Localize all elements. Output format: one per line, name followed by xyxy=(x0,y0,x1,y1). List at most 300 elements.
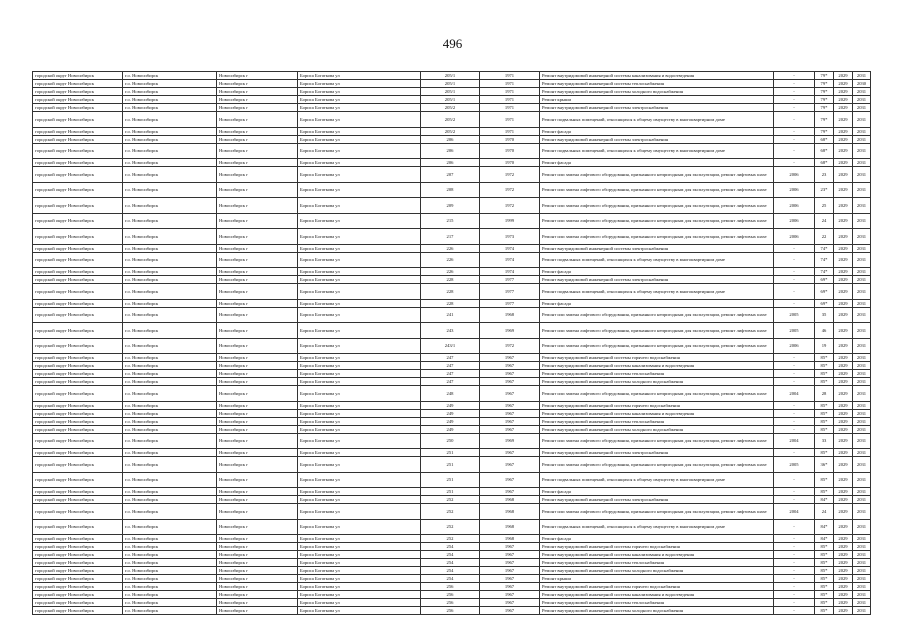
okrug-cell: городской округ Новосибирск xyxy=(33,417,123,425)
planned-start-cell: 2029 xyxy=(834,433,853,449)
year-cell: 1972 xyxy=(480,198,540,214)
year-cell: 1967 xyxy=(480,457,540,473)
last-repair-year-cell: - xyxy=(774,88,815,96)
house-cell: 226 xyxy=(421,244,480,252)
table-row xyxy=(33,80,871,88)
work-type-cell: Ремонт внутридомовой инженерной системы электроснабжения xyxy=(540,104,774,112)
period-cell: 85* xyxy=(815,401,834,409)
city-cell: Новосибирск г xyxy=(217,104,298,112)
last-repair-year-cell: - xyxy=(774,127,815,135)
period-cell: 85* xyxy=(815,488,834,496)
last-repair-year-cell: - xyxy=(774,244,815,252)
table-row xyxy=(33,244,871,252)
city-cell: Новосибирск г xyxy=(217,519,298,535)
planned-end-cell: 2031 xyxy=(853,567,871,575)
last-repair-year-cell: - xyxy=(774,409,815,417)
planned-end-cell: 2031 xyxy=(853,472,871,488)
last-repair-year-cell: 2006 xyxy=(774,182,815,198)
period-cell: 79* xyxy=(815,127,834,135)
street-cell: Бориса Богаткова ул xyxy=(298,488,421,496)
house-cell: 254 xyxy=(421,551,480,559)
table-row xyxy=(33,551,871,559)
planned-end-cell: 2031 xyxy=(853,213,871,229)
street-cell: Бориса Богаткова ул xyxy=(298,307,421,323)
okrug-cell: городской округ Новосибирск xyxy=(33,607,123,615)
planned-start-cell: 2029 xyxy=(834,449,853,457)
city-cell: Новосибирск г xyxy=(217,268,298,276)
planned-start-cell: 2029 xyxy=(834,496,853,504)
year-cell: 1971 xyxy=(480,96,540,104)
planned-end-cell: 2031 xyxy=(853,354,871,362)
settlement-cell: г.о. Новосибирск xyxy=(123,583,217,591)
okrug-cell: городской округ Новосибирск xyxy=(33,284,123,300)
house-cell: 205/1 xyxy=(421,80,480,88)
work-type-cell: Ремонт подвальных помещений, относящихся к общему имуществу в многоквартирном доме xyxy=(540,519,774,535)
okrug-cell: городской округ Новосибирск xyxy=(33,276,123,284)
year-cell: 1967 xyxy=(480,591,540,599)
settlement-cell: г.о. Новосибирск xyxy=(123,378,217,386)
table-row xyxy=(33,229,871,245)
house-cell: 205/2 xyxy=(421,112,480,128)
okrug-cell: городской округ Новосибирск xyxy=(33,370,123,378)
last-repair-year-cell: - xyxy=(774,276,815,284)
house-cell: 251 xyxy=(421,449,480,457)
city-cell: Новосибирск г xyxy=(217,354,298,362)
period-cell: 46 xyxy=(815,323,834,339)
okrug-cell: городской округ Новосибирск xyxy=(33,72,123,80)
work-type-cell: Ремонт внутридомовой инженерной системы холодного водоснабжения xyxy=(540,425,774,433)
planned-start-cell: 2029 xyxy=(834,425,853,433)
period-cell: 85* xyxy=(815,599,834,607)
street-cell: Бориса Богаткова ул xyxy=(298,607,421,615)
last-repair-year-cell: - xyxy=(774,425,815,433)
work-type-cell: Ремонт внутридомовой инженерной системы холодного водоснабжения xyxy=(540,607,774,615)
last-repair-year-cell: - xyxy=(774,575,815,583)
period-cell: 85* xyxy=(815,559,834,567)
planned-start-cell: 2029 xyxy=(834,583,853,591)
okrug-cell: городской округ Новосибирск xyxy=(33,386,123,402)
house-cell: 256 xyxy=(421,583,480,591)
okrug-cell: городской округ Новосибирск xyxy=(33,401,123,409)
year-cell: 1967 xyxy=(480,386,540,402)
street-cell: Бориса Богаткова ул xyxy=(298,182,421,198)
planned-start-cell: 2029 xyxy=(834,567,853,575)
planned-start-cell: 2029 xyxy=(834,143,853,159)
planned-start-cell: 2029 xyxy=(834,299,853,307)
period-cell: 85* xyxy=(815,354,834,362)
planned-end-cell: 2031 xyxy=(853,488,871,496)
table-body xyxy=(33,72,871,615)
street-cell: Бориса Богаткова ул xyxy=(298,268,421,276)
street-cell: Бориса Богаткова ул xyxy=(298,135,421,143)
settlement-cell: г.о. Новосибирск xyxy=(123,284,217,300)
planned-start-cell: 2029 xyxy=(834,323,853,339)
last-repair-year-cell: - xyxy=(774,559,815,567)
house-cell: 249 xyxy=(421,417,480,425)
house-cell: 226 xyxy=(421,252,480,268)
settlement-cell: г.о. Новосибирск xyxy=(123,457,217,473)
year-cell: 1970 xyxy=(480,143,540,159)
planned-end-cell: 2031 xyxy=(853,457,871,473)
planned-start-cell: 2029 xyxy=(834,104,853,112)
work-type-cell: Ремонт подвальных помещений, относящихся к общему имуществу в многоквартирном доме xyxy=(540,284,774,300)
settlement-cell: г.о. Новосибирск xyxy=(123,299,217,307)
okrug-cell: городской округ Новосибирск xyxy=(33,591,123,599)
planned-end-cell: 2031 xyxy=(853,135,871,143)
house-cell: 254 xyxy=(421,567,480,575)
work-type-cell: Ремонт или замена лифтового оборудования, признанного непригодным для эксплуатации, ремонт лифтовых шахт xyxy=(540,229,774,245)
work-type-cell: Ремонт или замена лифтового оборудования, признанного непригодным для эксплуатации, ремонт лифтовых шахт xyxy=(540,307,774,323)
period-cell: 84* xyxy=(815,535,834,543)
work-type-cell: Ремонт подвальных помещений, относящихся к общему имуществу в многоквартирном доме xyxy=(540,143,774,159)
house-cell: 249 xyxy=(421,409,480,417)
house-cell: 251 xyxy=(421,488,480,496)
table-row xyxy=(33,88,871,96)
street-cell: Бориса Богаткова ул xyxy=(298,112,421,128)
last-repair-year-cell: - xyxy=(774,143,815,159)
table-row xyxy=(33,167,871,183)
work-type-cell: Ремонт внутридомовой инженерной системы холодного водоснабжения xyxy=(540,378,774,386)
house-cell: 251 xyxy=(421,472,480,488)
table-row xyxy=(33,386,871,402)
street-cell: Бориса Богаткова ул xyxy=(298,409,421,417)
table-row xyxy=(33,276,871,284)
year-cell: 1968 xyxy=(480,519,540,535)
table-row xyxy=(33,504,871,520)
work-type-cell: Ремонт или замена лифтового оборудования, признанного непригодным для эксплуатации, ремонт лифтовых шахт xyxy=(540,213,774,229)
house-cell: 254 xyxy=(421,543,480,551)
planned-end-cell: 2031 xyxy=(853,449,871,457)
work-type-cell: Ремонт фасада xyxy=(540,488,774,496)
period-cell: 74* xyxy=(815,244,834,252)
period-cell: 79* xyxy=(815,104,834,112)
planned-end-cell: 2031 xyxy=(853,96,871,104)
house-cell: 205/2 xyxy=(421,127,480,135)
table-row xyxy=(33,449,871,457)
okrug-cell: городской округ Новосибирск xyxy=(33,244,123,252)
city-cell: Новосибирск г xyxy=(217,575,298,583)
year-cell: 1968 xyxy=(480,496,540,504)
last-repair-year-cell: 2006 xyxy=(774,229,815,245)
planned-start-cell: 2029 xyxy=(834,457,853,473)
year-cell: 1999 xyxy=(480,213,540,229)
okrug-cell: городской округ Новосибирск xyxy=(33,252,123,268)
year-cell: 1972 xyxy=(480,167,540,183)
city-cell: Новосибирск г xyxy=(217,135,298,143)
street-cell: Бориса Богаткова ул xyxy=(298,104,421,112)
street-cell: Бориса Богаткова ул xyxy=(298,401,421,409)
work-type-cell: Ремонт внутридомовой инженерной системы канализования и водоотведения xyxy=(540,551,774,559)
planned-end-cell: 2031 xyxy=(853,72,871,80)
okrug-cell: городской округ Новосибирск xyxy=(33,354,123,362)
period-cell: 24 xyxy=(815,213,834,229)
city-cell: Новосибирск г xyxy=(217,338,298,354)
table-row xyxy=(33,338,871,354)
table-row xyxy=(33,488,871,496)
okrug-cell: городской округ Новосибирск xyxy=(33,457,123,473)
okrug-cell: городской округ Новосибирск xyxy=(33,229,123,245)
work-type-cell: Ремонт внутридомовой инженерной системы холодного водоснабжения xyxy=(540,567,774,575)
okrug-cell: городской округ Новосибирск xyxy=(33,378,123,386)
house-cell: 205/1 xyxy=(421,96,480,104)
planned-start-cell: 2029 xyxy=(834,401,853,409)
city-cell: Новосибирск г xyxy=(217,409,298,417)
okrug-cell: городской округ Новосибирск xyxy=(33,567,123,575)
last-repair-year-cell: 2004 xyxy=(774,386,815,402)
table-row xyxy=(33,607,871,615)
period-cell: 79* xyxy=(815,112,834,128)
okrug-cell: городской округ Новосибирск xyxy=(33,112,123,128)
table-row xyxy=(33,362,871,370)
last-repair-year-cell: - xyxy=(774,535,815,543)
planned-start-cell: 2029 xyxy=(834,559,853,567)
work-type-cell: Ремонт внутридомовой инженерной системы теплоснабжения xyxy=(540,599,774,607)
house-cell: 207 xyxy=(421,167,480,183)
page-number: 496 xyxy=(442,36,463,51)
year-cell: 1968 xyxy=(480,535,540,543)
settlement-cell: г.о. Новосибирск xyxy=(123,401,217,409)
okrug-cell: городской округ Новосибирск xyxy=(33,135,123,143)
planned-end-cell: 2031 xyxy=(853,378,871,386)
table-row xyxy=(33,104,871,112)
planned-end-cell: 2031 xyxy=(853,543,871,551)
last-repair-year-cell: - xyxy=(774,496,815,504)
okrug-cell: городской округ Новосибирск xyxy=(33,213,123,229)
street-cell: Бориса Богаткова ул xyxy=(298,88,421,96)
period-cell: 85* xyxy=(815,417,834,425)
table-row xyxy=(33,135,871,143)
settlement-cell: г.о. Новосибирск xyxy=(123,551,217,559)
year-cell: 1972 xyxy=(480,338,540,354)
okrug-cell: городской округ Новосибирск xyxy=(33,504,123,520)
settlement-cell: г.о. Новосибирск xyxy=(123,409,217,417)
capital-repair-table xyxy=(32,71,871,615)
table-row xyxy=(33,307,871,323)
planned-end-cell: 2031 xyxy=(853,583,871,591)
last-repair-year-cell: - xyxy=(774,135,815,143)
city-cell: Новосибирск г xyxy=(217,433,298,449)
work-type-cell: Ремонт крыши xyxy=(540,575,774,583)
street-cell: Бориса Богаткова ул xyxy=(298,198,421,214)
okrug-cell: городской округ Новосибирск xyxy=(33,182,123,198)
period-cell: 79* xyxy=(815,80,834,88)
street-cell: Бориса Богаткова ул xyxy=(298,127,421,135)
street-cell: Бориса Богаткова ул xyxy=(298,284,421,300)
settlement-cell: г.о. Новосибирск xyxy=(123,244,217,252)
settlement-cell: г.о. Новосибирск xyxy=(123,252,217,268)
city-cell: Новосибирск г xyxy=(217,535,298,543)
year-cell: 1969 xyxy=(480,433,540,449)
work-type-cell: Ремонт подвальных помещений, относящихся к общему имуществу в многоквартирном доме xyxy=(540,472,774,488)
period-cell: 85* xyxy=(815,370,834,378)
year-cell: 1967 xyxy=(480,417,540,425)
city-cell: Новосибирск г xyxy=(217,599,298,607)
last-repair-year-cell: - xyxy=(774,362,815,370)
house-cell: 205/1 xyxy=(421,72,480,80)
settlement-cell: г.о. Новосибирск xyxy=(123,425,217,433)
last-repair-year-cell: 2006 xyxy=(774,213,815,229)
planned-end-cell: 2031 xyxy=(853,244,871,252)
work-type-cell: Ремонт или замена лифтового оборудования, признанного непригодным для эксплуатации, ремонт лифтовых шахт xyxy=(540,433,774,449)
table-row xyxy=(33,433,871,449)
city-cell: Новосибирск г xyxy=(217,362,298,370)
table-row xyxy=(33,182,871,198)
okrug-cell: городской округ Новосибирск xyxy=(33,96,123,104)
table-row xyxy=(33,535,871,543)
settlement-cell: г.о. Новосибирск xyxy=(123,417,217,425)
city-cell: Новосибирск г xyxy=(217,80,298,88)
okrug-cell: городской округ Новосибирск xyxy=(33,543,123,551)
city-cell: Новосибирск г xyxy=(217,143,298,159)
table-row xyxy=(33,96,871,104)
street-cell: Бориса Богаткова ул xyxy=(298,519,421,535)
city-cell: Новосибирск г xyxy=(217,472,298,488)
planned-end-cell: 2031 xyxy=(853,362,871,370)
planned-start-cell: 2029 xyxy=(834,543,853,551)
city-cell: Новосибирск г xyxy=(217,504,298,520)
period-cell: 79* xyxy=(815,96,834,104)
planned-end-cell: 2031 xyxy=(853,182,871,198)
period-cell: 35 xyxy=(815,307,834,323)
okrug-cell: городской округ Новосибирск xyxy=(33,88,123,96)
house-cell: 256 xyxy=(421,607,480,615)
period-cell: 28 xyxy=(815,386,834,402)
planned-start-cell: 2029 xyxy=(834,96,853,104)
planned-start-cell: 2029 xyxy=(834,378,853,386)
settlement-cell: г.о. Новосибирск xyxy=(123,307,217,323)
settlement-cell: г.о. Новосибирск xyxy=(123,575,217,583)
work-type-cell: Ремонт внутридомовой инженерной системы канализования и водоотведения xyxy=(540,362,774,370)
city-cell: Новосибирск г xyxy=(217,607,298,615)
year-cell: 1967 xyxy=(480,472,540,488)
house-cell: 247 xyxy=(421,370,480,378)
house-cell: 252 xyxy=(421,519,480,535)
period-cell: 85* xyxy=(815,607,834,615)
street-cell: Бориса Богаткова ул xyxy=(298,167,421,183)
city-cell: Новосибирск г xyxy=(217,213,298,229)
year-cell: 1967 xyxy=(480,401,540,409)
settlement-cell: г.о. Новосибирск xyxy=(123,591,217,599)
street-cell: Бориса Богаткова ул xyxy=(298,276,421,284)
work-type-cell: Ремонт внутридомовой инженерной системы холодного водоснабжения xyxy=(540,88,774,96)
street-cell: Бориса Богаткова ул xyxy=(298,96,421,104)
last-repair-year-cell: - xyxy=(774,472,815,488)
okrug-cell: городской округ Новосибирск xyxy=(33,198,123,214)
work-type-cell: Ремонт внутридомовой инженерной системы электроснабжения xyxy=(540,276,774,284)
planned-end-cell: 2030 xyxy=(853,80,871,88)
okrug-cell: городской округ Новосибирск xyxy=(33,167,123,183)
okrug-cell: городской округ Новосибирск xyxy=(33,599,123,607)
planned-start-cell: 2029 xyxy=(834,229,853,245)
settlement-cell: г.о. Новосибирск xyxy=(123,496,217,504)
settlement-cell: г.о. Новосибирск xyxy=(123,96,217,104)
year-cell: 1967 xyxy=(480,409,540,417)
street-cell: Бориса Богаткова ул xyxy=(298,433,421,449)
last-repair-year-cell: - xyxy=(774,378,815,386)
settlement-cell: г.о. Новосибирск xyxy=(123,567,217,575)
planned-start-cell: 2029 xyxy=(834,362,853,370)
settlement-cell: г.о. Новосибирск xyxy=(123,143,217,159)
planned-start-cell: 2029 xyxy=(834,252,853,268)
city-cell: Новосибирск г xyxy=(217,88,298,96)
city-cell: Новосибирск г xyxy=(217,284,298,300)
last-repair-year-cell: - xyxy=(774,543,815,551)
settlement-cell: г.о. Новосибирск xyxy=(123,268,217,276)
year-cell: 1970 xyxy=(480,135,540,143)
last-repair-year-cell: - xyxy=(774,488,815,496)
last-repair-year-cell: - xyxy=(774,252,815,268)
city-cell: Новосибирск г xyxy=(217,378,298,386)
house-cell: 250 xyxy=(421,433,480,449)
house-cell: 215 xyxy=(421,213,480,229)
year-cell: 1974 xyxy=(480,252,540,268)
table-row xyxy=(33,378,871,386)
settlement-cell: г.о. Новосибирск xyxy=(123,80,217,88)
year-cell: 1967 xyxy=(480,543,540,551)
settlement-cell: г.о. Новосибирск xyxy=(123,386,217,402)
house-cell: 206 xyxy=(421,143,480,159)
city-cell: Новосибирск г xyxy=(217,159,298,167)
city-cell: Новосибирск г xyxy=(217,182,298,198)
work-type-cell: Ремонт внутридомовой инженерной системы электроснабжения xyxy=(540,135,774,143)
city-cell: Новосибирск г xyxy=(217,583,298,591)
settlement-cell: г.о. Новосибирск xyxy=(123,112,217,128)
street-cell: Бориса Богаткова ул xyxy=(298,213,421,229)
period-cell: 79* xyxy=(815,72,834,80)
year-cell: 1974 xyxy=(480,268,540,276)
planned-start-cell: 2029 xyxy=(834,198,853,214)
settlement-cell: г.о. Новосибирск xyxy=(123,488,217,496)
planned-start-cell: 2029 xyxy=(834,135,853,143)
last-repair-year-cell: - xyxy=(774,284,815,300)
okrug-cell: городской округ Новосибирск xyxy=(33,425,123,433)
year-cell: 1970 xyxy=(480,159,540,167)
street-cell: Бориса Богаткова ул xyxy=(298,386,421,402)
city-cell: Новосибирск г xyxy=(217,127,298,135)
last-repair-year-cell: 2006 xyxy=(774,198,815,214)
year-cell: 1974 xyxy=(480,244,540,252)
last-repair-year-cell: - xyxy=(774,417,815,425)
house-cell: 208 xyxy=(421,182,480,198)
city-cell: Новосибирск г xyxy=(217,543,298,551)
year-cell: 1977 xyxy=(480,299,540,307)
settlement-cell: г.о. Новосибирск xyxy=(123,338,217,354)
table-row xyxy=(33,543,871,551)
planned-start-cell: 2029 xyxy=(834,276,853,284)
okrug-cell: городской округ Новосибирск xyxy=(33,496,123,504)
year-cell: 1977 xyxy=(480,284,540,300)
planned-start-cell: 2029 xyxy=(834,370,853,378)
settlement-cell: г.о. Новосибирск xyxy=(123,127,217,135)
period-cell: 85* xyxy=(815,575,834,583)
settlement-cell: г.о. Новосибирск xyxy=(123,607,217,615)
last-repair-year-cell: - xyxy=(774,599,815,607)
period-cell: 25 xyxy=(815,198,834,214)
planned-start-cell: 2029 xyxy=(834,213,853,229)
settlement-cell: г.о. Новосибирск xyxy=(123,213,217,229)
work-type-cell: Ремонт внутридомовой инженерной системы канализования и водоотведения xyxy=(540,409,774,417)
planned-start-cell: 2029 xyxy=(834,159,853,167)
city-cell: Новосибирск г xyxy=(217,488,298,496)
year-cell: 1967 xyxy=(480,559,540,567)
period-cell: 24 xyxy=(815,504,834,520)
period-cell: 84* xyxy=(815,519,834,535)
okrug-cell: городской округ Новосибирск xyxy=(33,409,123,417)
city-cell: Новосибирск г xyxy=(217,425,298,433)
house-cell: 254 xyxy=(421,559,480,567)
city-cell: Новосибирск г xyxy=(217,72,298,80)
year-cell: 1969 xyxy=(480,323,540,339)
